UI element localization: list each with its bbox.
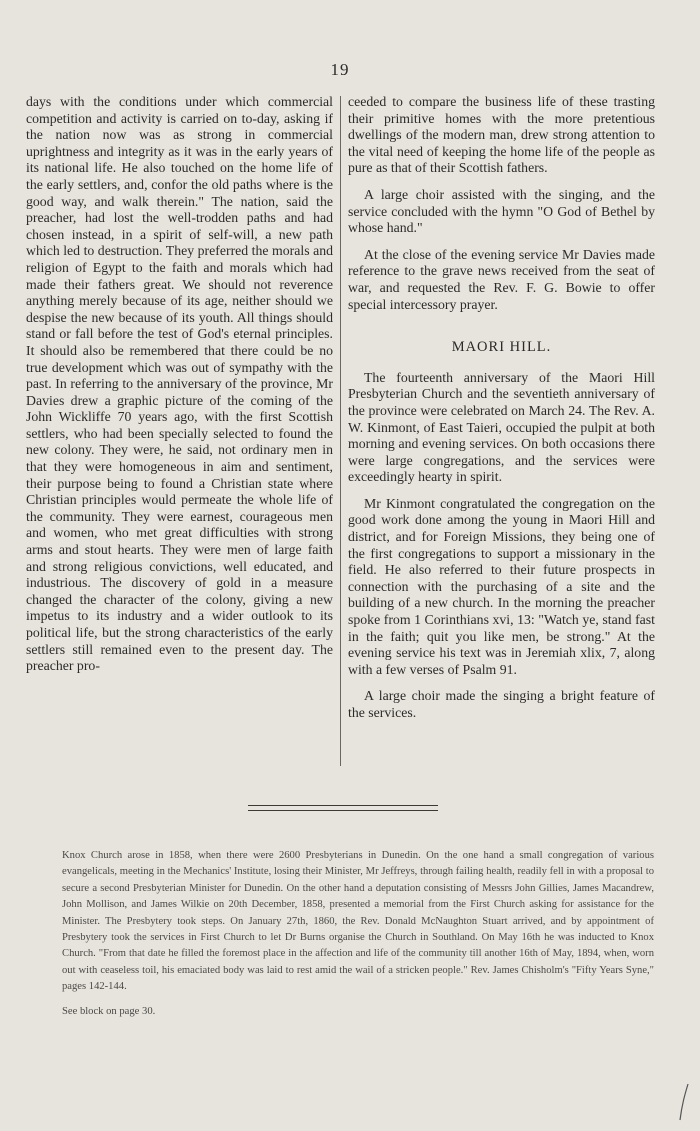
footnote [62,848,654,1020]
right-paragraph-1: ceeded to compare the business life of these trasting their primitive homes with the more pretentious dwellings of the modern man, drew strong attention to the vital need of keeping the home life of the people as pure as that of their Scottish fathers. [348,94,655,176]
separator-rule-top [248,805,438,806]
right-column [348,94,655,722]
section-heading-maori-hill: MAORI HILL. [451,339,552,356]
page-number: 19 [330,60,350,79]
right-paragraph-4: The fourteenth anniversary of the Maori Hill Presbyterian Church and the seventieth anniversary of the province were celebrated on March 24. The Rev. A. W. Kinmont, of East Taieri, occupied the pulpit at both morning and evening services. On both occasions there were large congregations, and the services were exceedingly hearty in spirit. [348,369,655,485]
footnote-text: Knox Church arose in 1858, when there were 2600 Presbyterians in Dunedin. On the one hand a small congregation of various evangelicals, meeting in the Mechanics' Institute, losing their Minister, Mr Jeffreys, through failing health, readily fell in with a proposal to secure a second Presbyterian Minister for Dunedin. On the other hand a deputation consisting of Messrs John Gillies, James Macandrew, John Mollison, and James Wilkie on 20th December, 1858, presented a memorial from the First Church asking for assistance for the Minister. The Presbytery took steps. On January 27th, 1860, the Rev. Donald McNaughton Stuart arrived, and by appointment of Presbytery took the services in First Church to let Dr Burns organise the Church in Southland. On May 16th he was inducted to Knox Church. "From that date he filled the foremost place in the affection and life of the community till another 16th of May, 1894, when, worn out with ceaseless toil, his emaciated body was laid to rest amid the wail of a stricken people." Rev. James Chisholm's "Fifty Years Syne," pages 142-144. [62,850,654,993]
right-paragraph-2: A large choir assisted with the singing, and the service concluded with the hymn "O God of Bethel by whose hand." [348,186,655,236]
column-divider [340,96,341,766]
margin-pencil-mark [676,1082,692,1122]
left-paragraph-1: days with the conditions under which commercial competition and activity is carried on to-day, asking if the nation now was as strong in commercial uprightness and integrity as it was in the early years of its national life. He also touched on the home life of the early settlers, and, confor the old paths where is the good way, and walk therein." The nation, said the preacher, had lost the well-trodden paths and had chosen instead, in a spirit of self-will, a new path which led to destruction. They preferred the morals and religion of Egypt to the faith and morals which had made their fathers great. We should not reverence anything merely because of its age, neither should we despise the new because of its youth. All things should stand or fall before the test of God's eternal principles. It should also be remembered that there could be no true development which was out of sympathy with the past. In referring to the anniversary of the province, Mr Davies drew a graphic picture of the coming of the John Wickliffe 70 years ago, with the first Scottish settlers, who had been specially selected to found the new colony. They were, he said, not ordinary men in that they were homogeneous in aim and sentiment, their purpose being to found a Christian state where Christian principles would permeate the whole life of the community. They were earnest, courageous men and women, who met great difficulties with strong arms and stout hearts. They were men of large faith and strong religious convictions, well educated, and industrious. The discovery of gold in a measure changed the character of the colony, giving a new impetus to its industry and a wider outlook to its political life, but the strong characteristics of the early settlers still remained even to the present day. The preacher pro- [26,94,333,674]
right-paragraph-6: A large choir made the singing a bright feature of the services. [348,688,655,720]
left-column [26,94,333,675]
separator-rule-bottom [248,810,438,811]
right-paragraph-5: Mr Kinmont congratulated the congregation on the good work done among the young in Maori Hill and district, and for Foreign Missions, they being one of the first congregations to support a missionary in the field. He also referred to their future prospects in connection with the purchasing of a site and the building of a new church. In the morning the preacher spoke from 1 Corinthians xvi, 13: "Watch ye, stand fast in the faith; quit you like men, be strong." At the evening service his text was in Jeremiah xlix, 7, along with a few verses of Psalm 91. [348,495,655,677]
right-paragraph-3: At the close of the evening service Mr Davies made reference to the grave news received from the seat of war, and requested the Rev. F. G. Bowie to offer special intercessory prayer. [348,246,655,312]
footnote-see-also: See block on page 30. [62,1005,156,1017]
